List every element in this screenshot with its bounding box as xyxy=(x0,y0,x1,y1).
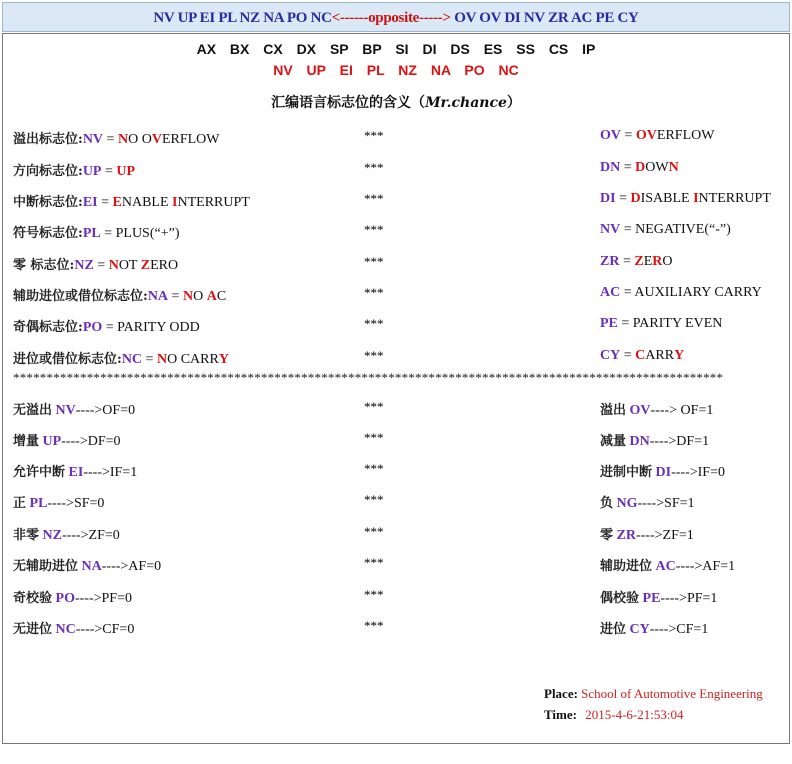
meaning-opposite-code: ZR xyxy=(600,254,620,269)
meaning-opposite-part: O xyxy=(662,254,673,269)
meaning-opposite-part: V xyxy=(646,128,657,143)
value-code: NC xyxy=(55,622,76,637)
meaning-equals: = xyxy=(103,132,118,147)
meaning-separator: *** xyxy=(364,316,384,331)
meaning-text-part: N xyxy=(117,132,129,147)
meaning-equals: = xyxy=(615,191,631,206)
meaning-opposite-part: I xyxy=(693,191,699,206)
meaning-left xyxy=(13,254,178,274)
meaning-row xyxy=(0,348,792,370)
value-separator: *** xyxy=(364,461,384,476)
value-cn-label: 无溢出 xyxy=(13,403,53,418)
meaning-cn-label: 奇偶标志位: xyxy=(13,320,83,335)
flag-list: NV UP EI PL NZ NA PO NC xyxy=(273,62,519,78)
meaning-opposite-part: ISABLE xyxy=(640,191,694,206)
value-rest-right: ---->AF=1 xyxy=(675,559,736,574)
meaning-right xyxy=(600,316,722,332)
value-row xyxy=(0,430,792,452)
value-code: PO xyxy=(55,591,75,606)
value-rest: ---->OF=0 xyxy=(75,403,136,418)
meaning-text-part: N xyxy=(156,352,168,367)
meaning-opposite-part: R xyxy=(652,254,663,269)
meaning-code: PL xyxy=(82,226,101,241)
value-code: NZ xyxy=(42,528,62,543)
value-row xyxy=(0,524,792,546)
banner-opposite: <------opposite-----> xyxy=(331,10,451,26)
value-code: NV xyxy=(55,403,76,418)
meaning-row xyxy=(0,285,792,307)
value-rest: ---->DF=0 xyxy=(61,434,121,449)
value-cn-label: 奇校验 xyxy=(13,591,53,606)
meaning-equals: = xyxy=(620,285,635,300)
title-author: Mr.chance xyxy=(425,95,507,111)
value-cn-label-right: 溢出 xyxy=(600,403,627,418)
top-banner xyxy=(2,2,790,32)
meaning-equals: = xyxy=(97,195,113,210)
value-left xyxy=(13,399,135,419)
meaning-equals: = xyxy=(621,128,636,143)
meaning-code: NV xyxy=(82,132,104,147)
meaning-right xyxy=(600,160,679,176)
value-cn-label: 无进位 xyxy=(13,622,53,637)
meaning-right xyxy=(600,285,762,301)
meaning-equals: = xyxy=(93,258,109,273)
meaning-opposite-code: OV xyxy=(600,128,621,143)
footer-time xyxy=(544,707,683,723)
title-main: 汇编语言标志位的含义（ xyxy=(271,95,426,111)
meaning-opposite-part: N xyxy=(668,160,679,175)
value-rest: ---->ZF=0 xyxy=(61,528,120,543)
meaning-left xyxy=(13,222,180,242)
meaning-text-part: Z xyxy=(140,258,151,273)
meaning-separator: *** xyxy=(364,285,384,300)
meaning-opposite-code: DN xyxy=(600,160,621,175)
meaning-text-part: PARITY ODD xyxy=(117,320,200,335)
meaning-separator: *** xyxy=(364,160,384,175)
divider-line: ********************************************************************************************************** xyxy=(13,370,724,385)
meaning-opposite-code: NV xyxy=(600,222,621,237)
value-rest-right: ---->PF=1 xyxy=(660,591,718,606)
value-left xyxy=(13,461,137,481)
meaning-cn-label: 辅助进位或借位标志位: xyxy=(13,289,148,304)
title-close: ） xyxy=(506,95,521,111)
meaning-opposite-code: AC xyxy=(600,285,621,300)
value-rest-right: ----> OF=1 xyxy=(650,403,714,418)
value-left xyxy=(13,555,161,575)
value-cn-label: 正 xyxy=(13,496,27,511)
meaning-opposite-part: ARR xyxy=(645,348,675,363)
value-code: NA xyxy=(81,559,102,574)
meaning-opposite-part: O xyxy=(635,128,647,143)
value-rest-right: ---->ZF=1 xyxy=(635,528,694,543)
meaning-opposite-part: ERFLOW xyxy=(656,128,715,143)
value-left xyxy=(13,492,104,512)
meaning-opposite-part: D xyxy=(635,160,646,175)
value-rest: ---->PF=0 xyxy=(74,591,132,606)
meaning-opposite-part: Y xyxy=(674,348,685,363)
meaning-equals: = xyxy=(142,352,157,367)
value-code: UP xyxy=(42,434,62,449)
value-separator: *** xyxy=(364,492,384,507)
meaning-text-part: UP xyxy=(116,164,136,179)
meaning-left xyxy=(13,285,226,305)
meaning-opposite-part: D xyxy=(630,191,641,206)
meaning-left xyxy=(13,316,200,336)
meaning-row xyxy=(0,222,792,244)
value-rest-right: ---->IF=0 xyxy=(671,465,725,480)
value-cn-label-right: 进制中断 xyxy=(600,465,653,480)
meaning-right xyxy=(600,128,714,144)
meaning-code: PO xyxy=(82,320,103,335)
meaning-opposite-part: C xyxy=(635,348,646,363)
value-row xyxy=(0,461,792,483)
meaning-row xyxy=(0,160,792,182)
meaning-separator: *** xyxy=(364,128,384,143)
meaning-equals: = xyxy=(620,160,636,175)
value-row xyxy=(0,555,792,577)
value-cn-label: 无辅助进位 xyxy=(13,559,79,574)
meaning-text-part: O O xyxy=(128,132,152,147)
meaning-cn-label: 方向标志位: xyxy=(13,164,83,179)
meaning-row xyxy=(0,316,792,338)
meaning-text-part: A xyxy=(206,289,217,304)
footer-place xyxy=(544,686,763,702)
meaning-left xyxy=(13,348,229,368)
meaning-text-part: NTERRUPT xyxy=(177,195,250,210)
meaning-opposite-part: PARITY EVEN xyxy=(632,316,723,331)
time-label: Time: xyxy=(544,707,577,722)
value-left xyxy=(13,618,134,638)
value-rest-right: ---->CF=1 xyxy=(649,622,709,637)
meaning-text-part: N xyxy=(108,258,119,273)
value-cn-label-right: 零 xyxy=(600,528,614,543)
value-rest: ---->AF=0 xyxy=(101,559,162,574)
meaning-text-part: I xyxy=(172,195,178,210)
meaning-right xyxy=(600,191,771,207)
value-right xyxy=(600,399,713,419)
banner-text xyxy=(3,3,789,33)
value-row xyxy=(0,492,792,514)
meaning-opposite-part: NEGATIVE(“-”) xyxy=(635,222,731,237)
value-right xyxy=(600,461,725,481)
meaning-code: NA xyxy=(147,289,169,304)
value-separator: *** xyxy=(364,524,384,539)
value-separator: *** xyxy=(364,587,384,602)
place-label: Place: xyxy=(544,686,578,701)
meaning-equals: = xyxy=(620,348,636,363)
value-cn-label: 允许中断 xyxy=(13,465,66,480)
value-row xyxy=(0,618,792,640)
value-code-right: NG xyxy=(616,496,638,511)
meaning-text-part: OT xyxy=(118,258,141,273)
meaning-cn-label: 零 标志位: xyxy=(13,258,75,273)
value-code: PL xyxy=(29,496,48,511)
meaning-text-part: ERFLOW xyxy=(161,132,220,147)
meaning-opposite-part: OW xyxy=(645,160,669,175)
value-rest-right: ---->SF=1 xyxy=(637,496,695,511)
value-cn-label-right: 辅助进位 xyxy=(600,559,653,574)
meaning-cn-label: 符号标志位: xyxy=(13,226,83,241)
meaning-text-part: O xyxy=(193,289,207,304)
meaning-cn-label: 溢出标志位: xyxy=(13,132,83,147)
value-left xyxy=(13,524,120,544)
meaning-code: NC xyxy=(121,352,143,367)
meaning-separator: *** xyxy=(364,191,384,206)
meaning-separator: *** xyxy=(364,348,384,363)
meaning-text-part: E xyxy=(112,195,122,210)
meaning-equals: = xyxy=(619,254,635,269)
meaning-right xyxy=(600,254,673,270)
value-cn-label: 增量 xyxy=(13,434,40,449)
banner-flags-left: NV UP EI PL NZ NA PO NC xyxy=(153,10,332,26)
meaning-text-part: PLUS(“+”) xyxy=(115,226,180,241)
value-cn-label-right: 负 xyxy=(600,496,614,511)
value-code-right: OV xyxy=(629,403,651,418)
meaning-equals: = xyxy=(100,226,116,241)
meaning-separator: *** xyxy=(364,222,384,237)
value-right xyxy=(600,430,709,450)
value-code-right: CY xyxy=(629,622,650,637)
time-value: 2015-4-6-21:53:04 xyxy=(585,707,684,722)
meaning-right xyxy=(600,222,731,238)
meaning-left xyxy=(13,160,135,180)
value-cn-label: 非零 xyxy=(13,528,40,543)
value-cn-label-right: 减量 xyxy=(600,434,627,449)
meaning-code: NZ xyxy=(74,258,94,273)
meaning-opposite-part: E xyxy=(643,254,653,269)
value-code-right: PE xyxy=(642,591,661,606)
value-left xyxy=(13,430,121,450)
meaning-cn-label: 中断标志位: xyxy=(13,195,83,210)
meaning-equals: = xyxy=(620,222,636,237)
meaning-opposite-part: AUXILIARY CARRY xyxy=(634,285,762,300)
place-value: School of Automotive Engineering xyxy=(581,686,763,701)
value-right xyxy=(600,492,695,512)
meaning-equals: = xyxy=(617,316,633,331)
meaning-opposite-part: Z xyxy=(634,254,644,269)
value-separator: *** xyxy=(364,430,384,445)
meaning-opposite-code: PE xyxy=(600,316,618,331)
meaning-equals: = xyxy=(168,289,183,304)
meaning-text-part: C xyxy=(216,289,227,304)
register-list: AX BX CX DX SP BP SI DI DS ES SS CS IP xyxy=(196,41,596,57)
value-right xyxy=(600,555,735,575)
value-rest-right: ---->DF=1 xyxy=(649,434,710,449)
value-right xyxy=(600,524,694,544)
meaning-equals: = xyxy=(102,320,118,335)
meaning-code: EI xyxy=(82,195,98,210)
value-rest: ---->SF=0 xyxy=(47,496,105,511)
value-right xyxy=(600,618,708,638)
meaning-equals: = xyxy=(101,164,117,179)
value-left xyxy=(13,587,132,607)
value-row xyxy=(0,587,792,609)
meaning-cn-label: 进位或借位标志位: xyxy=(13,352,122,367)
meaning-text-part: Y xyxy=(218,352,229,367)
meaning-row xyxy=(0,128,792,150)
value-code-right: ZR xyxy=(616,528,636,543)
value-row xyxy=(0,399,792,421)
meaning-opposite-code: CY xyxy=(600,348,621,363)
value-cn-label-right: 进位 xyxy=(600,622,627,637)
value-separator: *** xyxy=(364,618,384,633)
meaning-row xyxy=(0,254,792,276)
value-rest: ---->CF=0 xyxy=(75,622,135,637)
meaning-text-part: ERO xyxy=(150,258,179,273)
value-separator: *** xyxy=(364,399,384,414)
meaning-row xyxy=(0,191,792,213)
meaning-text-part: NABLE xyxy=(121,195,173,210)
meaning-text-part: N xyxy=(182,289,194,304)
meaning-opposite-code: DI xyxy=(600,191,616,206)
banner-flags-right: OV OV DI NV ZR AC PE CY xyxy=(454,10,639,26)
value-separator: *** xyxy=(364,555,384,570)
value-code-right: DN xyxy=(629,434,650,449)
value-code: EI xyxy=(68,465,84,480)
page-title xyxy=(0,92,792,112)
value-cn-label-right: 偶校验 xyxy=(600,591,640,606)
meaning-opposite-part: NTERRUPT xyxy=(698,191,771,206)
meaning-right xyxy=(600,348,684,364)
meaning-text-part: V xyxy=(151,132,162,147)
meaning-separator: *** xyxy=(364,254,384,269)
value-right xyxy=(600,587,717,607)
meaning-left xyxy=(13,128,220,148)
value-code-right: DI xyxy=(655,465,672,480)
value-rest: ---->IF=1 xyxy=(83,465,138,480)
meaning-text-part: O CARR xyxy=(167,352,219,367)
meaning-code: UP xyxy=(82,164,102,179)
meaning-left xyxy=(13,191,250,211)
value-code-right: AC xyxy=(655,559,676,574)
